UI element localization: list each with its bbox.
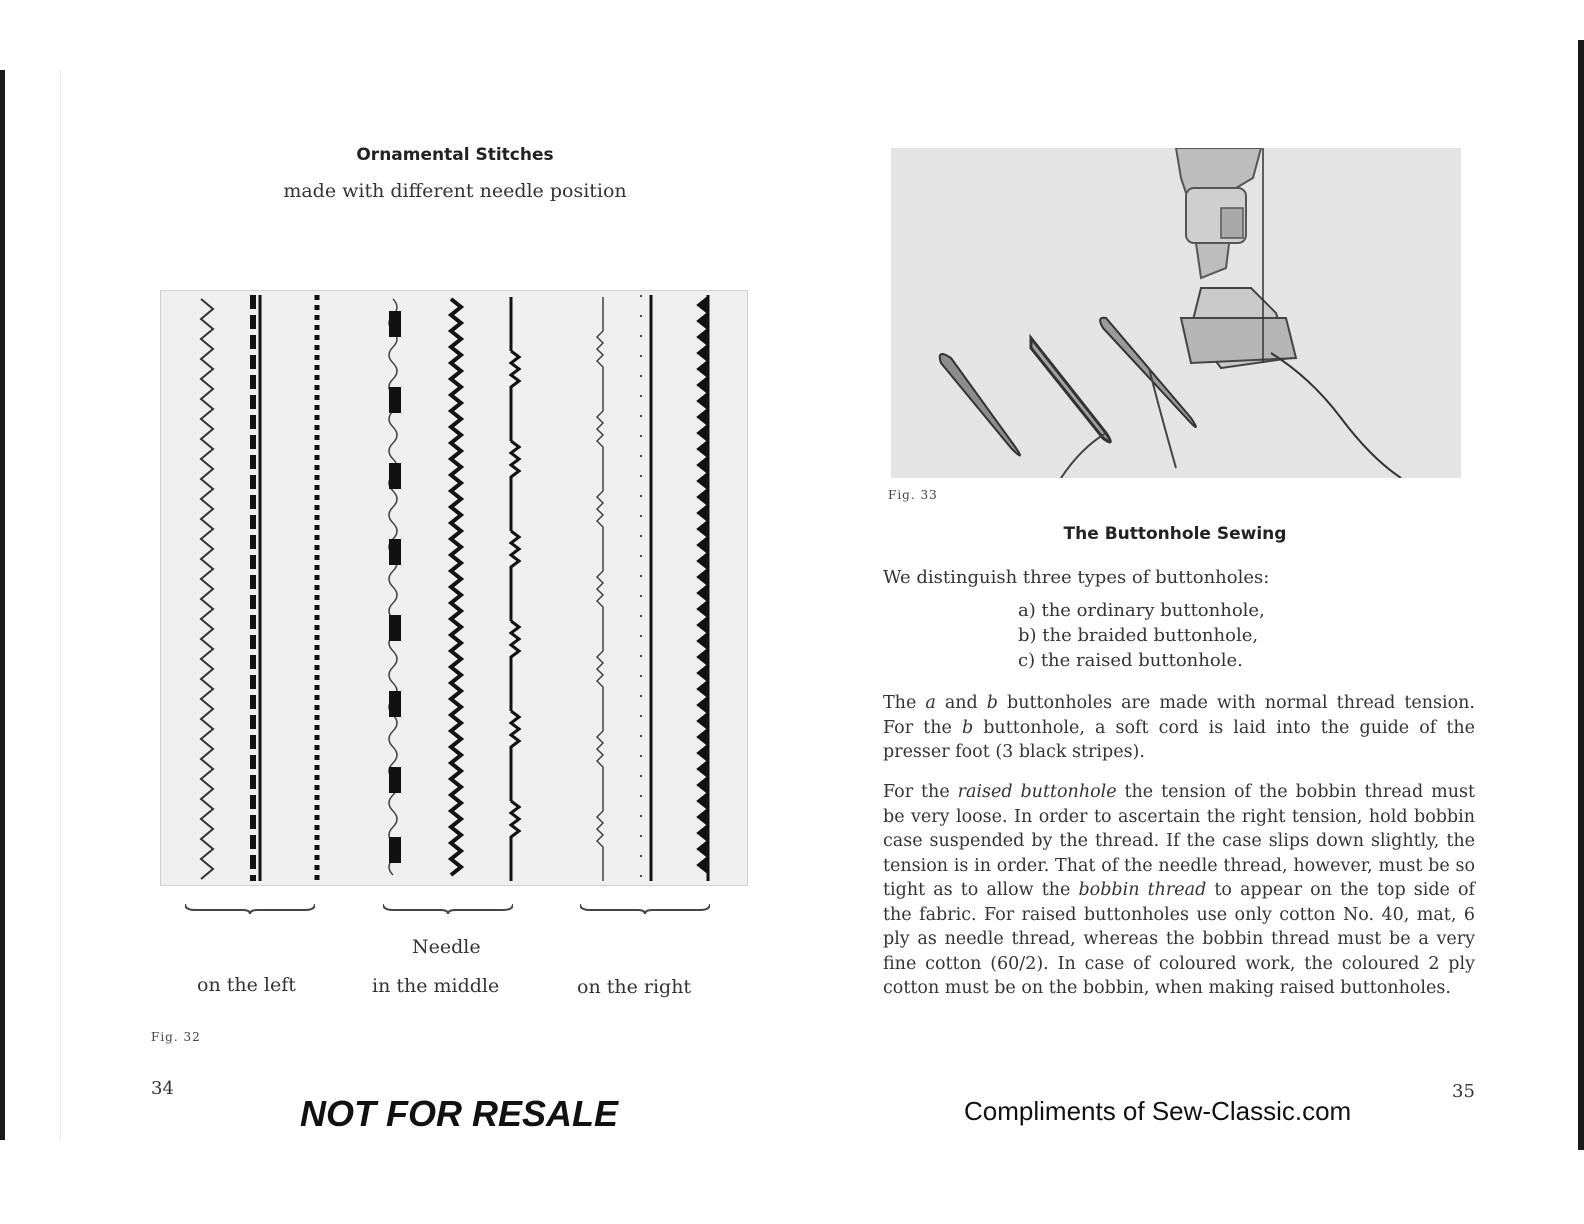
position-label-right: on the right	[577, 976, 692, 998]
list-item: c) the raised buttonhole.	[1018, 650, 1243, 671]
ornamental-stitches-subtitle: made with different needle position	[283, 180, 627, 202]
buttonhole-types-list	[1018, 598, 1265, 673]
paragraph-raised-buttonhole: For the raised buttonhole the tension of the bobbin thread must be very loose. In order to ascertain the right tension, hold bobbin case suspended by the thread. If the case slips down slightly, the tension is in order. That of the needle thread, however, must be so tight as to allow the bobbin thread to appear on the top side of the fabric. For raised buttonholes use only cotton No. 40, mat, 6 ply as needle thread, whereas the bobbin thread must be a very fine cotton (60/2). In case of coloured work, the coloured 2 ply cotton must be on the bobbin, when making raised buttonholes.	[883, 782, 1476, 998]
bracket-right	[580, 898, 710, 914]
figure-33-label: Fig. 33	[888, 488, 938, 502]
presser-foot-photo	[891, 148, 1461, 478]
list-item: a) the ordinary buttonhole,	[1018, 600, 1265, 621]
stitch-row-zigzag-middle	[451, 299, 461, 875]
stitch-row-mixed-middle	[511, 297, 519, 881]
stitch-samples-illustration	[161, 291, 747, 885]
position-label-middle: in the middle	[372, 975, 500, 997]
bracket-middle	[383, 898, 513, 914]
ornamental-stitches-title: Ornamental Stitches	[356, 145, 554, 165]
binding-edge-left	[0, 70, 5, 1140]
stitch-sample-figure	[160, 290, 748, 886]
paragraph-tension: The a and b buttonholes are made with normal thread tension. For the b buttonhole, a soft cord is laid into the guide of the presser foot (3 black stripes).	[883, 693, 1475, 762]
buttonhole-intro: We distinguish three types of buttonholes:	[883, 567, 1270, 588]
stitch-row-triangles-right	[697, 297, 707, 881]
binding-edge-right	[1578, 40, 1584, 1150]
bracket-left	[185, 898, 315, 914]
stitch-row-scallop-left	[201, 299, 213, 879]
page-number-right: 35	[1452, 1081, 1475, 1102]
page-number-left: 34	[151, 1078, 174, 1099]
not-for-resale-watermark: NOT FOR RESALE	[300, 1093, 619, 1134]
position-label-left: on the left	[197, 974, 296, 996]
page-margin-shadow	[60, 70, 61, 1140]
presser-foot-illustration	[891, 148, 1461, 478]
stitch-row-blocks-middle	[389, 311, 401, 863]
list-item: b) the braided buttonhole,	[1018, 625, 1259, 646]
buttonhole-sewing-title: The Buttonhole Sewing	[1063, 524, 1287, 544]
needle-heading: Needle	[412, 936, 481, 958]
figure-32-label: Fig. 32	[151, 1030, 201, 1044]
stitch-row-wave-right	[597, 297, 603, 881]
sew-classic-watermark: Compliments of Sew-Classic.com	[964, 1096, 1352, 1126]
